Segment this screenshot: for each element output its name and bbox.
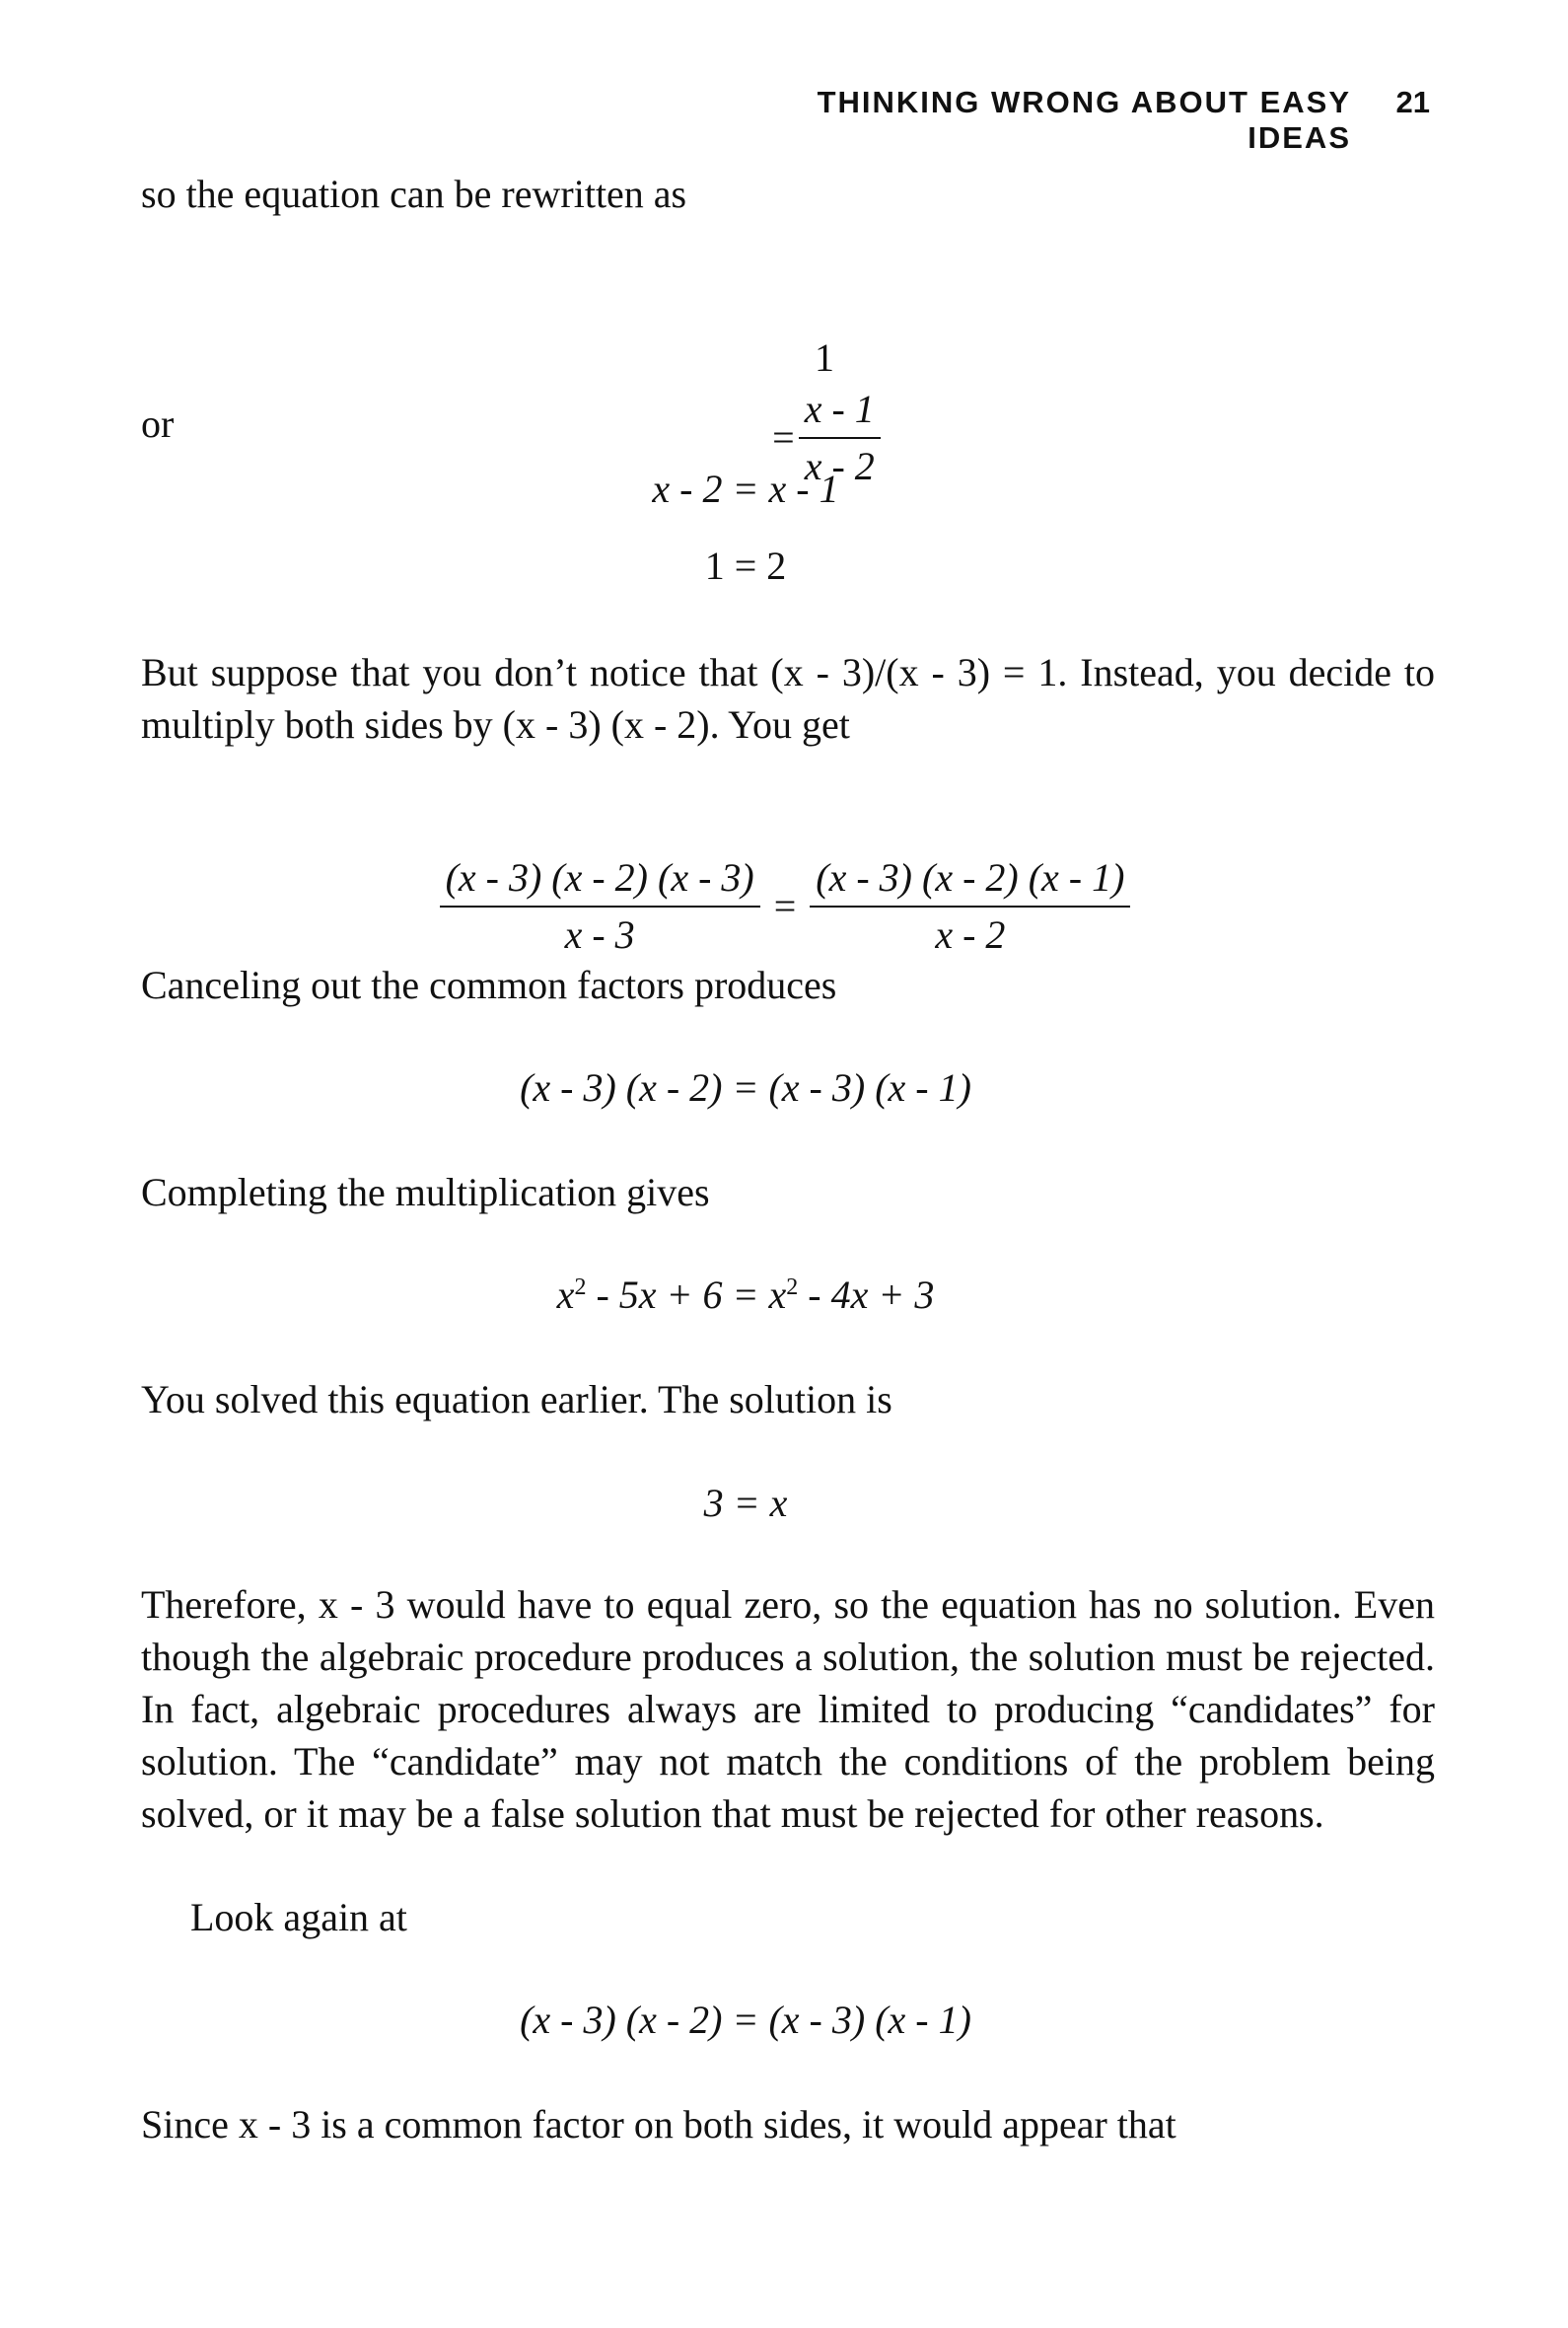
equation-three-equals-x (99, 1478, 1392, 1529)
paragraph-common-factor: Since x - 3 is a common factor on both sides, it would appear that (141, 2102, 1176, 2146)
paragraph-solved-earlier: You solved this equation earlier. The solution is (141, 1377, 892, 1421)
equation-look-again (99, 1995, 1392, 2046)
eq6-superscript-1: 2 (574, 1274, 587, 1300)
equation-x-minus-2 (99, 464, 1392, 515)
equation-big-fractions (128, 801, 1422, 961)
eq4-left-fraction (440, 852, 760, 961)
eq1-equals: = (772, 415, 795, 460)
eq6-part-c: - 4x + 3 (798, 1273, 935, 1317)
paragraph-look-again: Look again at (190, 1895, 407, 1939)
eq4-right-numerator: (x - 3) (x - 2) (x - 1) (810, 852, 1130, 908)
equation-quadratic (99, 1270, 1392, 1321)
eq4-left-numerator: (x - 3) (x - 2) (x - 3) (440, 852, 760, 908)
paragraph-therefore: Therefore, x - 3 would have to equal zero, so the equation has no solution. Even though the algebraic procedure produces a solution, the solution must be rejected. In fact, algebraic procedures always are limited to producing “candidates” for solution. The “candidate” may not match the conditions of the problem being solved, or it may be a false solution that must be rejected for other reasons. (141, 1582, 1435, 1836)
paragraph-rewritten-intro: so the equation can be rewritten as (141, 172, 687, 216)
page-number: 21 (1395, 85, 1430, 119)
eq4-right-denominator: x - 2 (935, 912, 1006, 957)
eq7-text: 3 = x (703, 1481, 788, 1525)
running-header-title: THINKING WRONG ABOUT EASY IDEAS (817, 85, 1351, 155)
eq6-part-a: x (556, 1273, 575, 1317)
eq2-text: x - 2 = x - 1 (652, 467, 839, 511)
eq5-text: (x - 3) (x - 2) = (x - 3) (x - 1) (520, 1065, 971, 1110)
or-label: or (141, 401, 175, 446)
eq6-part-b: - 5x + 6 = x (586, 1273, 787, 1317)
equation-one-equals-fraction (168, 281, 1461, 492)
equation-one-equals-two (99, 541, 1392, 592)
equation-canceled (99, 1062, 1392, 1114)
eq1-numerator: x - 1 (799, 384, 881, 439)
eq4-right-fraction (810, 852, 1130, 961)
eq1-denominator: x - 2 (804, 444, 875, 488)
eq1-lhs: 1 (815, 335, 834, 380)
eq3-text: 1 = 2 (704, 544, 787, 588)
eq4-left-denominator: x - 3 (564, 912, 635, 957)
eq8-text: (x - 3) (x - 2) = (x - 3) (x - 1) (520, 1998, 971, 2042)
eq4-equals: = (773, 884, 797, 928)
paragraph-suppose: But suppose that you don’t notice that (x - 3)/(x - 3) = 1. Instead, you decide to multiply both sides by (x - 3) (x - 2). You get (141, 650, 1435, 747)
eq6-superscript-2: 2 (786, 1274, 799, 1300)
paragraph-canceling: Canceling out the common factors produces (141, 963, 837, 1007)
paragraph-completing: Completing the multiplication gives (141, 1170, 710, 1214)
